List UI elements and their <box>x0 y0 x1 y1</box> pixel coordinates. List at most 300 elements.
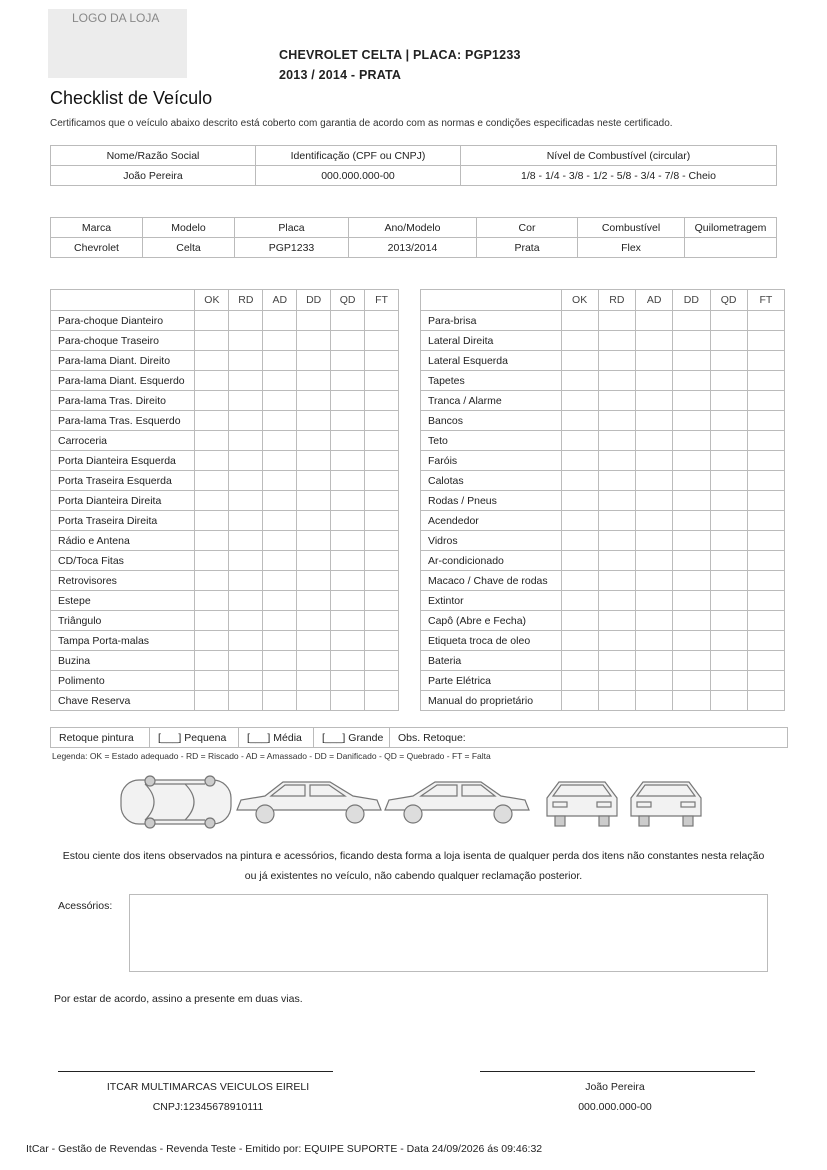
checklist-item-label: Buzina <box>51 651 195 671</box>
checklist-checkbox-cell[interactable] <box>598 551 635 571</box>
checklist-checkbox-cell[interactable] <box>263 391 297 411</box>
checklist-checkbox-cell[interactable] <box>561 491 598 511</box>
checklist-checkbox-cell[interactable] <box>331 631 365 651</box>
signature-line-left <box>58 1071 333 1072</box>
checklist-checkbox-cell[interactable] <box>598 511 635 531</box>
checklist-row <box>421 391 785 411</box>
checklist-checkbox-cell[interactable] <box>229 331 263 351</box>
car-side-left <box>385 782 529 823</box>
checklist-checkbox-cell[interactable] <box>710 451 747 471</box>
checklist-checkbox-cell[interactable] <box>747 451 784 471</box>
checklist-item-label: Para-lama Tras. Direito <box>51 391 195 411</box>
checklist-checkbox-cell[interactable] <box>195 331 229 351</box>
checklist-item-label: Lateral Esquerda <box>421 351 562 371</box>
checklist-checkbox-cell[interactable] <box>195 351 229 371</box>
checklist-checkbox-cell[interactable] <box>365 511 399 531</box>
checklist-checkbox-cell[interactable] <box>561 611 598 631</box>
checklist-checkbox-cell[interactable] <box>747 571 784 591</box>
checklist-checkbox-cell[interactable] <box>297 431 331 451</box>
checklist-checkbox-cell[interactable] <box>195 311 229 331</box>
checklist-checkbox-cell[interactable] <box>331 451 365 471</box>
checklist-checkbox-cell[interactable] <box>747 691 784 711</box>
vehicle-header-line1: CHEVROLET CELTA | PLACA: PGP1233 <box>279 48 521 62</box>
checklist-checkbox-cell[interactable] <box>297 551 331 571</box>
checklist-checkbox-cell[interactable] <box>710 531 747 551</box>
checklist-checkbox-cell[interactable] <box>365 531 399 551</box>
checklist-checkbox-cell[interactable] <box>561 551 598 571</box>
checklist-checkbox-cell[interactable] <box>561 511 598 531</box>
checklist-checkbox-cell[interactable] <box>263 571 297 591</box>
checklist-checkbox-cell[interactable] <box>710 671 747 691</box>
checklist-checkbox-cell[interactable] <box>331 351 365 371</box>
checklist-checkbox-cell[interactable] <box>561 331 598 351</box>
checklist-item-label: Etiqueta troca de oleo <box>421 631 562 651</box>
checklist-checkbox-cell[interactable] <box>598 451 635 471</box>
checklist-checkbox-cell[interactable] <box>297 631 331 651</box>
checklist-checkbox-cell[interactable] <box>710 471 747 491</box>
checklist-checkbox-cell[interactable] <box>365 651 399 671</box>
checklist-checkbox-cell[interactable] <box>636 471 673 491</box>
checklist-checkbox-cell[interactable] <box>263 331 297 351</box>
checklist-checkbox-cell[interactable] <box>747 331 784 351</box>
checklist-checkbox-cell[interactable] <box>673 411 710 431</box>
checklist-checkbox-cell[interactable] <box>598 471 635 491</box>
checklist-checkbox-cell[interactable] <box>263 491 297 511</box>
checklist-column-header: FT <box>365 290 399 311</box>
checklist-checkbox-cell[interactable] <box>263 551 297 571</box>
checklist-checkbox-cell[interactable] <box>365 611 399 631</box>
checklist-checkbox-cell[interactable] <box>229 531 263 551</box>
checklist-checkbox-cell[interactable] <box>297 331 331 351</box>
checklist-column-header: RD <box>598 290 635 311</box>
checklist-checkbox-cell[interactable] <box>365 351 399 371</box>
checklist-checkbox-cell[interactable] <box>747 511 784 531</box>
checklist-checkbox-cell[interactable] <box>710 651 747 671</box>
checklist-checkbox-cell[interactable] <box>598 371 635 391</box>
checklist-checkbox-cell[interactable] <box>331 371 365 391</box>
checklist-checkbox-cell[interactable] <box>710 631 747 651</box>
checklist-checkbox-cell[interactable] <box>673 371 710 391</box>
checklist-row <box>421 631 785 651</box>
checklist-checkbox-cell[interactable] <box>263 371 297 391</box>
checklist-checkbox-cell[interactable] <box>263 591 297 611</box>
signature-right-name: João Pereira <box>585 1081 645 1093</box>
checklist-checkbox-cell[interactable] <box>195 551 229 571</box>
checklist-checkbox-cell[interactable] <box>598 571 635 591</box>
checklist-row <box>51 311 399 331</box>
checklist-checkbox-cell[interactable] <box>636 331 673 351</box>
checklist-checkbox-cell[interactable] <box>747 431 784 451</box>
checklist-item-label: Para-lama Diant. Esquerdo <box>51 371 195 391</box>
checklist-checkbox-cell[interactable] <box>710 511 747 531</box>
checklist-row <box>51 491 399 511</box>
checklist-checkbox-cell[interactable] <box>710 691 747 711</box>
checklist-checkbox-cell[interactable] <box>747 631 784 651</box>
checklist-checkbox-cell[interactable] <box>263 351 297 371</box>
checklist-checkbox-cell[interactable] <box>229 611 263 631</box>
checklist-checkbox-cell[interactable] <box>636 631 673 651</box>
checklist-checkbox-cell[interactable] <box>747 471 784 491</box>
checklist-checkbox-cell[interactable] <box>195 631 229 651</box>
checklist-checkbox-cell[interactable] <box>229 571 263 591</box>
checklist-checkbox-cell[interactable] <box>747 391 784 411</box>
vehicle-header-fuel: Combustível <box>578 218 685 238</box>
checklist-checkbox-cell[interactable] <box>229 431 263 451</box>
checklist-checkbox-cell[interactable] <box>673 691 710 711</box>
checklist-checkbox-cell[interactable] <box>561 691 598 711</box>
checklist-checkbox-cell[interactable] <box>673 471 710 491</box>
checklist-checkbox-cell[interactable] <box>297 611 331 631</box>
checklist-checkbox-cell[interactable] <box>636 351 673 371</box>
checklist-checkbox-cell[interactable] <box>195 691 229 711</box>
owner-id: 000.000.000-00 <box>256 166 461 186</box>
checklist-checkbox-cell[interactable] <box>331 511 365 531</box>
checklist-checkbox-cell[interactable] <box>365 311 399 331</box>
checklist-checkbox-cell[interactable] <box>636 431 673 451</box>
checklist-checkbox-cell[interactable] <box>195 531 229 551</box>
checklist-checkbox-cell[interactable] <box>561 631 598 651</box>
checklist-checkbox-cell[interactable] <box>297 391 331 411</box>
checklist-checkbox-cell[interactable] <box>673 531 710 551</box>
checklist-checkbox-cell[interactable] <box>331 571 365 591</box>
checklist-checkbox-cell[interactable] <box>229 631 263 651</box>
checklist-checkbox-cell[interactable] <box>598 331 635 351</box>
checklist-checkbox-cell[interactable] <box>365 491 399 511</box>
checklist-checkbox-cell[interactable] <box>331 651 365 671</box>
owner-table <box>50 145 777 186</box>
checklist-checkbox-cell[interactable] <box>263 691 297 711</box>
checklist-checkbox-cell[interactable] <box>636 571 673 591</box>
checklist-row <box>421 491 785 511</box>
checklist-checkbox-cell[interactable] <box>598 391 635 411</box>
checklist-checkbox-cell[interactable] <box>561 351 598 371</box>
checklist-checkbox-cell[interactable] <box>229 591 263 611</box>
checklist-item-label: Bancos <box>421 411 562 431</box>
signature-left-doc: CNPJ:12345678910111 <box>152 1101 264 1113</box>
checklist-checkbox-cell[interactable] <box>561 391 598 411</box>
checklist-checkbox-cell[interactable] <box>636 311 673 331</box>
checklist-checkbox-cell[interactable] <box>229 651 263 671</box>
certification-text: Certificamos que o veículo abaixo descrito está coberto com garantia de acordo com as normas e condições especificadas neste certificado. <box>50 118 673 129</box>
checklist-row <box>421 351 785 371</box>
checklist-checkbox-cell[interactable] <box>331 671 365 691</box>
checklist-checkbox-cell[interactable] <box>229 691 263 711</box>
checklist-checkbox-cell[interactable] <box>365 571 399 591</box>
checklist-checkbox-cell[interactable] <box>561 471 598 491</box>
checklist-checkbox-cell[interactable] <box>673 331 710 351</box>
checklist-checkbox-cell[interactable] <box>297 511 331 531</box>
checklist-checkbox-cell[interactable] <box>195 611 229 631</box>
checklist-checkbox-cell[interactable] <box>263 411 297 431</box>
checklist-checkbox-cell[interactable] <box>747 351 784 371</box>
checklist-checkbox-cell[interactable] <box>297 411 331 431</box>
checklist-checkbox-cell[interactable] <box>673 631 710 651</box>
owner-header-id: Identificação (CPF ou CNPJ) <box>256 146 461 166</box>
accessories-box[interactable] <box>129 894 768 972</box>
checklist-checkbox-cell[interactable] <box>263 671 297 691</box>
checklist-checkbox-cell[interactable] <box>365 371 399 391</box>
checklist-row <box>51 391 399 411</box>
checklist-checkbox-cell[interactable] <box>673 311 710 331</box>
checklist-checkbox-cell[interactable] <box>598 591 635 611</box>
checklist-checkbox-cell[interactable] <box>673 571 710 591</box>
checklist-checkbox-cell[interactable] <box>636 651 673 671</box>
checklist-checkbox-cell[interactable] <box>263 471 297 491</box>
checklist-checkbox-cell[interactable] <box>297 471 331 491</box>
checklist-checkbox-cell[interactable] <box>365 431 399 451</box>
checklist-checkbox-cell[interactable] <box>673 611 710 631</box>
checklist-checkbox-cell[interactable] <box>229 491 263 511</box>
checklist-checkbox-cell[interactable] <box>710 371 747 391</box>
checklist-checkbox-cell[interactable] <box>598 651 635 671</box>
checklist-row <box>51 611 399 631</box>
checklist-checkbox-cell[interactable] <box>195 491 229 511</box>
checklist-checkbox-cell[interactable] <box>331 391 365 411</box>
checklist-checkbox-cell[interactable] <box>710 611 747 631</box>
checklist-checkbox-cell[interactable] <box>673 491 710 511</box>
checklist-item-label: Calotas <box>421 471 562 491</box>
checklist-checkbox-cell[interactable] <box>195 371 229 391</box>
checklist-checkbox-cell[interactable] <box>331 331 365 351</box>
checklist-checkbox-cell[interactable] <box>561 671 598 691</box>
checklist-checkbox-cell[interactable] <box>561 451 598 471</box>
checklist-checkbox-cell[interactable] <box>710 571 747 591</box>
checklist-checkbox-cell[interactable] <box>598 671 635 691</box>
checklist-checkbox-cell[interactable] <box>561 571 598 591</box>
checklist-checkbox-cell[interactable] <box>331 411 365 431</box>
checklist-checkbox-cell[interactable] <box>365 551 399 571</box>
checklist-checkbox-cell[interactable] <box>195 471 229 491</box>
checklist-checkbox-cell[interactable] <box>297 351 331 371</box>
checklist-checkbox-cell[interactable] <box>636 531 673 551</box>
signature-line-right <box>480 1071 755 1072</box>
checklist-checkbox-cell[interactable] <box>747 591 784 611</box>
checklist-checkbox-cell[interactable] <box>561 371 598 391</box>
checklist-row <box>51 551 399 571</box>
checklist-checkbox-cell[interactable] <box>673 351 710 371</box>
checklist-checkbox-cell[interactable] <box>297 451 331 471</box>
checklist-checkbox-cell[interactable] <box>561 431 598 451</box>
checklist-checkbox-cell[interactable] <box>263 511 297 531</box>
checklist-checkbox-cell[interactable] <box>598 351 635 371</box>
retouch-obs[interactable]: Obs. Retoque: <box>390 728 788 748</box>
checklist-checkbox-cell[interactable] <box>331 611 365 631</box>
checklist-checkbox-cell[interactable] <box>673 511 710 531</box>
checklist-checkbox-cell[interactable] <box>636 491 673 511</box>
checklist-checkbox-cell[interactable] <box>229 471 263 491</box>
checklist-checkbox-cell[interactable] <box>229 671 263 691</box>
checklist-checkbox-cell[interactable] <box>365 331 399 351</box>
checklist-item-label: Polimento <box>51 671 195 691</box>
checklist-checkbox-cell[interactable] <box>598 311 635 331</box>
checklist-checkbox-cell[interactable] <box>365 671 399 691</box>
checklist-checkbox-cell[interactable] <box>673 591 710 611</box>
checklist-checkbox-cell[interactable] <box>636 451 673 471</box>
checklist-checkbox-cell[interactable] <box>747 611 784 631</box>
checklist-checkbox-cell[interactable] <box>747 491 784 511</box>
checklist-checkbox-cell[interactable] <box>710 391 747 411</box>
checklist-checkbox-cell[interactable] <box>229 391 263 411</box>
checklist-checkbox-cell[interactable] <box>195 451 229 471</box>
checklist-checkbox-cell[interactable] <box>331 551 365 571</box>
checklist-checkbox-cell[interactable] <box>636 611 673 631</box>
vehicle-header-row <box>51 218 777 238</box>
checklist-checkbox-cell[interactable] <box>673 431 710 451</box>
checklist-checkbox-cell[interactable] <box>263 651 297 671</box>
checklist-checkbox-cell[interactable] <box>561 591 598 611</box>
retouch-medium[interactable]: [___] Média <box>239 728 314 748</box>
checklist-checkbox-cell[interactable] <box>297 531 331 551</box>
checklist-checkbox-cell[interactable] <box>636 671 673 691</box>
checklist-checkbox-cell[interactable] <box>710 331 747 351</box>
checklist-checkbox-cell[interactable] <box>195 651 229 671</box>
checklist-checkbox-cell[interactable] <box>747 551 784 571</box>
checklist-left-table <box>50 289 399 711</box>
checklist-checkbox-cell[interactable] <box>331 471 365 491</box>
checklist-checkbox-cell[interactable] <box>195 571 229 591</box>
retouch-large[interactable]: [___] Grande <box>314 728 390 748</box>
checklist-checkbox-cell[interactable] <box>331 531 365 551</box>
checklist-checkbox-cell[interactable] <box>365 631 399 651</box>
checklist-row <box>51 511 399 531</box>
checklist-checkbox-cell[interactable] <box>598 631 635 651</box>
checklist-checkbox-cell[interactable] <box>365 451 399 471</box>
checklist-checkbox-cell[interactable] <box>263 311 297 331</box>
checklist-row <box>51 691 399 711</box>
checklist-checkbox-cell[interactable] <box>561 311 598 331</box>
checklist-checkbox-cell[interactable] <box>710 591 747 611</box>
checklist-checkbox-cell[interactable] <box>598 491 635 511</box>
checklist-checkbox-cell[interactable] <box>365 411 399 431</box>
checklist-checkbox-cell[interactable] <box>365 391 399 411</box>
checklist-checkbox-cell[interactable] <box>710 491 747 511</box>
checklist-checkbox-cell[interactable] <box>297 491 331 511</box>
checklist-checkbox-cell[interactable] <box>598 531 635 551</box>
checklist-item-label: Retrovisores <box>51 571 195 591</box>
checklist-row <box>51 631 399 651</box>
checklist-checkbox-cell[interactable] <box>561 411 598 431</box>
checklist-checkbox-cell[interactable] <box>710 431 747 451</box>
checklist-checkbox-cell[interactable] <box>673 551 710 571</box>
checklist-checkbox-cell[interactable] <box>229 351 263 371</box>
checklist-checkbox-cell[interactable] <box>710 551 747 571</box>
checklist-checkbox-cell[interactable] <box>598 411 635 431</box>
vehicle-header-mileage: Quilometragem <box>685 218 777 238</box>
checklist-checkbox-cell[interactable] <box>195 391 229 411</box>
owner-header-fuel: Nível de Combustível (circular) <box>461 146 777 166</box>
checklist-checkbox-cell[interactable] <box>365 591 399 611</box>
checklist-checkbox-cell[interactable] <box>636 371 673 391</box>
checklist-column-header: OK <box>195 290 229 311</box>
checklist-row <box>51 671 399 691</box>
checklist-checkbox-cell[interactable] <box>195 511 229 531</box>
vehicle-mileage <box>685 238 777 258</box>
checklist-checkbox-cell[interactable] <box>636 551 673 571</box>
checklist-item-label: Macaco / Chave de rodas <box>421 571 562 591</box>
checklist-checkbox-cell[interactable] <box>636 411 673 431</box>
checklist-checkbox-cell[interactable] <box>673 451 710 471</box>
checklist-checkbox-cell[interactable] <box>331 591 365 611</box>
checklist-checkbox-cell[interactable] <box>636 511 673 531</box>
checklist-row <box>51 331 399 351</box>
checklist-checkbox-cell[interactable] <box>229 411 263 431</box>
checklist-row <box>51 411 399 431</box>
checklist-checkbox-cell[interactable] <box>297 691 331 711</box>
checklist-checkbox-cell[interactable] <box>636 391 673 411</box>
checklist-checkbox-cell[interactable] <box>365 691 399 711</box>
checklist-checkbox-cell[interactable] <box>331 691 365 711</box>
checklist-checkbox-cell[interactable] <box>263 531 297 551</box>
checklist-checkbox-cell[interactable] <box>636 591 673 611</box>
checklist-checkbox-cell[interactable] <box>636 691 673 711</box>
checklist-checkbox-cell[interactable] <box>747 311 784 331</box>
checklist-checkbox-cell[interactable] <box>673 651 710 671</box>
checklist-checkbox-cell[interactable] <box>561 651 598 671</box>
checklist-checkbox-cell[interactable] <box>263 631 297 651</box>
checklist-checkbox-cell[interactable] <box>263 611 297 631</box>
checklist-checkbox-cell[interactable] <box>673 391 710 411</box>
checklist-checkbox-cell[interactable] <box>195 591 229 611</box>
declaration-line1: Estou ciente dos itens observados na pintura e acessórios, ficando desta forma a loja isenta de qualquer perda dos itens não constantes nesta relação <box>62 850 765 862</box>
checklist-checkbox-cell[interactable] <box>229 371 263 391</box>
checklist-row <box>421 591 785 611</box>
checklist-checkbox-cell[interactable] <box>263 431 297 451</box>
checklist-checkbox-cell[interactable] <box>297 371 331 391</box>
checklist-item-label: CD/Toca Fitas <box>51 551 195 571</box>
checklist-checkbox-cell[interactable] <box>598 691 635 711</box>
checklist-checkbox-cell[interactable] <box>229 551 263 571</box>
checklist-checkbox-cell[interactable] <box>673 671 710 691</box>
checklist-checkbox-cell[interactable] <box>331 491 365 511</box>
checklist-checkbox-cell[interactable] <box>229 311 263 331</box>
checklist-checkbox-cell[interactable] <box>195 671 229 691</box>
checklist-checkbox-cell[interactable] <box>747 371 784 391</box>
checklist-column-header: FT <box>747 290 784 311</box>
car-rear-view <box>631 782 701 826</box>
checklist-item-label: Extintor <box>421 591 562 611</box>
car-top-view <box>121 776 231 828</box>
retouch-small[interactable]: [___] Pequena <box>150 728 239 748</box>
checklist-checkbox-cell[interactable] <box>710 411 747 431</box>
checklist-checkbox-cell[interactable] <box>561 531 598 551</box>
checklist-checkbox-cell[interactable] <box>297 571 331 591</box>
checklist-checkbox-cell[interactable] <box>598 431 635 451</box>
checklist-checkbox-cell[interactable] <box>747 651 784 671</box>
checklist-checkbox-cell[interactable] <box>747 671 784 691</box>
checklist-checkbox-cell[interactable] <box>229 451 263 471</box>
owner-header-name: Nome/Razão Social <box>51 146 256 166</box>
checklist-checkbox-cell[interactable] <box>365 471 399 491</box>
checklist-checkbox-cell[interactable] <box>297 651 331 671</box>
checklist-checkbox-cell[interactable] <box>229 511 263 531</box>
checklist-checkbox-cell[interactable] <box>598 611 635 631</box>
checklist-checkbox-cell[interactable] <box>263 451 297 471</box>
checklist-checkbox-cell[interactable] <box>710 311 747 331</box>
checklist-checkbox-cell[interactable] <box>297 311 331 331</box>
checklist-checkbox-cell[interactable] <box>195 411 229 431</box>
checklist-checkbox-cell[interactable] <box>297 591 331 611</box>
checklist-checkbox-cell[interactable] <box>297 671 331 691</box>
checklist-right-item-header <box>421 290 562 311</box>
checklist-checkbox-cell[interactable] <box>747 531 784 551</box>
checklist-checkbox-cell[interactable] <box>710 351 747 371</box>
checklist-item-label: Capô (Abre e Fecha) <box>421 611 562 631</box>
checklist-checkbox-cell[interactable] <box>747 411 784 431</box>
checklist-checkbox-cell[interactable] <box>331 431 365 451</box>
checklist-checkbox-cell[interactable] <box>195 431 229 451</box>
checklist-checkbox-cell[interactable] <box>331 311 365 331</box>
vehicle-color: Prata <box>477 238 578 258</box>
